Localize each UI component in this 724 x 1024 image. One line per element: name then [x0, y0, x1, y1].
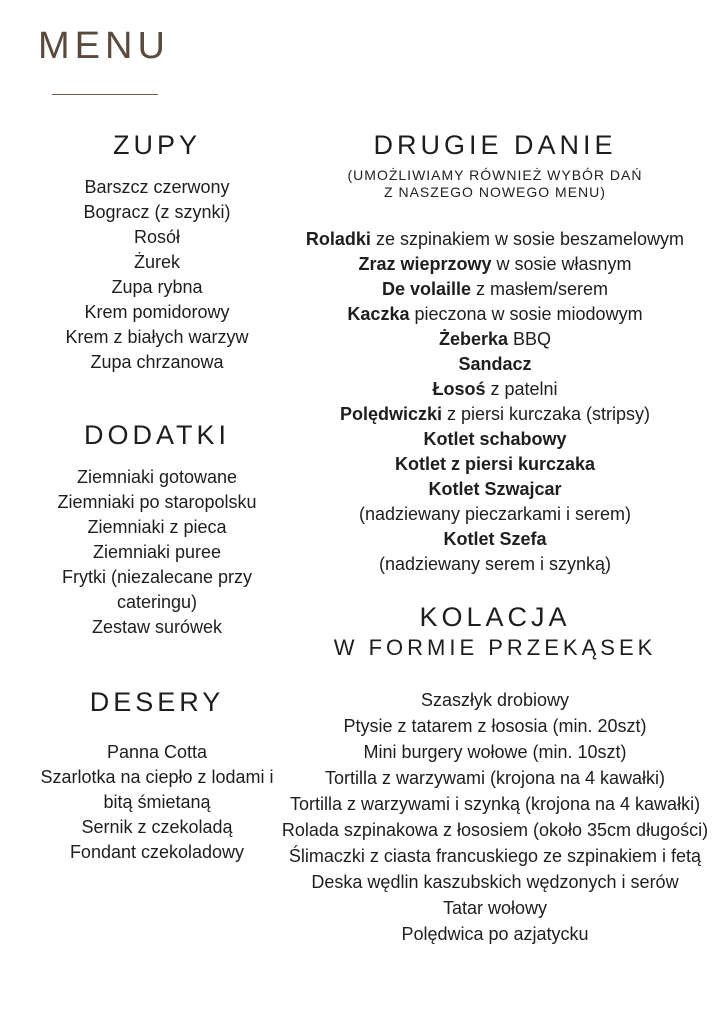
drugie-danie-items	[280, 227, 710, 577]
menu-item: Barszcz czerwony	[84, 177, 230, 197]
menu-item: Ślimaczki z ciasta francuskiego ze szpinakiem i fetą	[288, 846, 702, 866]
menu-item-name: Kotlet Szwajcar	[428, 479, 562, 499]
menu-item-name: Polędwiczki	[339, 404, 442, 424]
menu-item: Żurek	[133, 252, 180, 272]
menu-item: Mini burgery wołowe (min. 10szt)	[363, 742, 627, 762]
menu-item: Roladki ze szpinakiem w sosie beszamelowym	[305, 229, 685, 249]
section-drugie-danie	[280, 129, 710, 577]
menu-item: Kaczka pieczona w sosie miodowym	[347, 304, 643, 324]
section-heading-dodatki: DODATKI	[83, 420, 230, 450]
kolacja-heading-line-1: KOLACJA	[419, 602, 571, 632]
menu-item: Szarlotka na ciepło z lodami i bitą śmietaną	[40, 767, 274, 812]
section-desery	[34, 686, 280, 865]
section-heading-zupy: ZUPY	[112, 130, 201, 160]
section-heading-desery: DESERY	[89, 687, 225, 717]
menu-item: Polędwiczki z piersi kurczaka (stripsy)	[339, 404, 651, 424]
menu-item	[280, 452, 710, 477]
menu-item-name: Kotlet z piersi kurczaka	[394, 454, 596, 474]
menu-item: Żeberka BBQ	[438, 329, 552, 349]
menu-item	[280, 527, 710, 552]
menu-item: Tortilla z warzywami i szynką (krojona na 4 kawałki)	[289, 794, 701, 814]
menu-item: Zraz wieprzowy w sosie własnym	[358, 254, 632, 274]
menu-item-name: Łosoś	[432, 379, 486, 399]
menu-item: Łosoś z patelni	[432, 379, 558, 399]
menu-item: Ziemniaki z pieca	[87, 517, 227, 537]
menu-item: Deska wędlin kaszubskich wędzonych i serów	[311, 872, 679, 892]
menu-item: Tortilla z warzywami (krojona na 4 kawałki)	[324, 768, 666, 788]
menu-item: Zupa rybna	[111, 277, 203, 297]
page-title: MENU	[38, 25, 170, 67]
menu-item: Polędwica po azjatycku	[401, 924, 589, 944]
kolacja-heading-line-2: W FORMIE PRZEKĄSEK	[333, 635, 657, 660]
title-underline	[52, 94, 158, 95]
menu-item	[280, 427, 710, 452]
menu-item: Zestaw surówek	[91, 617, 223, 637]
section-zupy	[34, 129, 280, 375]
menu-item: Ziemniaki po staropolsku	[57, 492, 257, 512]
menu-item: Sernik z czekoladą	[81, 817, 233, 837]
menu-item: Rosół	[133, 227, 181, 247]
page-header	[0, 0, 724, 95]
menu-item: De volaille z masłem/serem	[381, 279, 609, 299]
menu-item: Ptysie z tatarem z łososia (min. 20szt)	[343, 716, 647, 736]
menu-item-name: Roladki	[305, 229, 371, 249]
menu-item-name: Kotlet schabowy	[423, 429, 567, 449]
menu-item: Ziemniaki puree	[92, 542, 222, 562]
section-dodatki	[34, 419, 280, 640]
desery-items	[34, 740, 280, 865]
menu-item-name: Zraz wieprzowy	[358, 254, 492, 274]
kolacja-items	[280, 687, 710, 947]
menu-item	[280, 477, 710, 502]
menu-item-name: Kotlet Szefa	[443, 529, 547, 549]
menu-item: Fondant czekoladowy	[69, 842, 245, 862]
menu-columns	[0, 129, 724, 947]
menu-item: (nadziewany pieczarkami i serem)	[358, 504, 632, 524]
menu-item: (nadziewany serem i szynką)	[378, 554, 612, 574]
right-column	[280, 129, 724, 947]
menu-item: Rolada szpinakowa z łososiem (około 35cm długości)	[281, 820, 709, 840]
menu-item	[280, 352, 710, 377]
menu-item: Szaszłyk drobiowy	[420, 690, 570, 710]
menu-item: Zupa chrzanowa	[90, 352, 224, 372]
zupy-items	[34, 175, 280, 375]
menu-item: Panna Cotta	[106, 742, 208, 762]
menu-item: Frytki (niezalecane przy cateringu)	[61, 567, 253, 612]
section-heading-drugie-danie: DRUGIE DANIE	[373, 130, 617, 160]
section-heading-kolacja	[280, 601, 710, 661]
menu-item-name: Żeberka	[438, 329, 509, 349]
menu-item: Tatar wołowy	[442, 898, 548, 918]
menu-item: Ziemniaki gotowane	[76, 467, 238, 487]
left-column	[34, 129, 280, 947]
section-kolacja	[280, 601, 710, 947]
menu-item-name: De volaille	[381, 279, 471, 299]
menu-item-name: Kaczka	[347, 304, 410, 324]
menu-item: Krem z białych warzyw	[65, 327, 249, 347]
menu-item: Krem pomidorowy	[84, 302, 230, 322]
subtitle-line-1: (UMOŻLIWIAMY RÓWNIEŻ WYBÓR DAŃ	[347, 167, 643, 183]
drugie-danie-subtitle	[280, 167, 710, 201]
menu-item: Bogracz (z szynki)	[83, 202, 231, 222]
menu-item-name: Sandacz	[458, 354, 532, 374]
subtitle-line-2: Z NASZEGO NOWEGO MENU)	[384, 184, 606, 200]
dodatki-items	[34, 465, 280, 640]
